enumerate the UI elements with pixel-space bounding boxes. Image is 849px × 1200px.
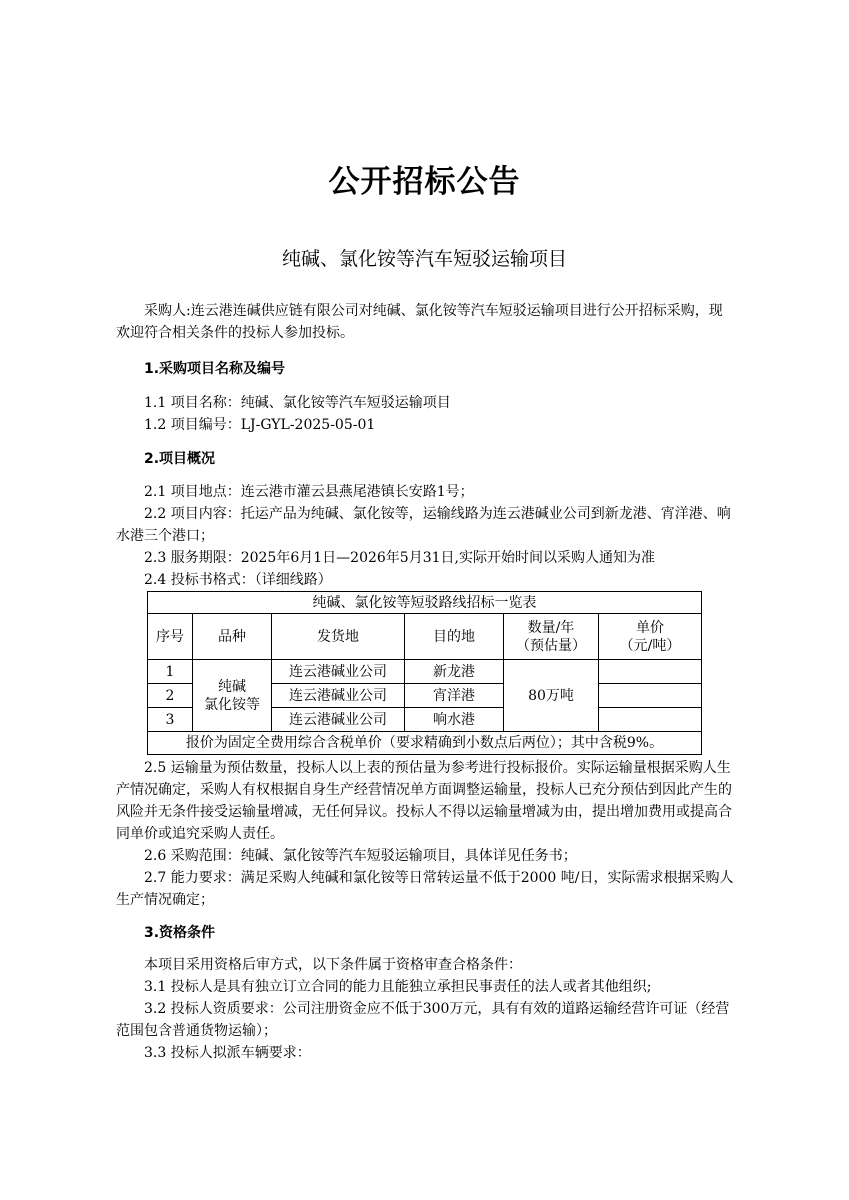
item-3-3: 3.3 投标人拟派车辆要求：	[144, 1045, 311, 1061]
table-caption: 纯碱、氯化铵等短驳路线招标一览表	[148, 592, 702, 614]
item-2-5: 2.5 运输量为预估数量，投标人以上表的预估量为参考进行投标报价。实际运输量根据采购人生产情况确定，采购人有权根据自身生产经营情况单方面调整运输量，投标人已充分预估到因此产生的风险并无条件接受运输量增减，无任何异议。投标人不得以运输量增减为由，提出增加费用或提高合同单价或追究采购人责任。	[116, 760, 732, 842]
product-line2: 氯化铵等	[204, 696, 260, 713]
product-line1: 纯碱	[218, 678, 246, 695]
item-2-1: 2.1 项目地点：连云港市灌云县燕尾港镇长安路1号；	[144, 484, 474, 500]
item-1-1: 1.1 项目名称：纯碱、氯化铵等汽车短驳运输项目	[144, 395, 451, 411]
row-origin: 连云港碱业公司	[272, 708, 405, 732]
row-no: 1	[148, 660, 193, 684]
row-no: 3	[148, 708, 193, 732]
intro-paragraph: 采购人:连云港连碱供应链有限公司对纯碱、氯化铵等汽车短驳运输项目进行公开招标采购，现欢迎符合相关条件的投标人参加投标。	[116, 303, 723, 341]
item-3-2: 3.2 投标人资质要求：公司注册资金应不低于300万元，具有有效的道路运输经营许可证（经营范围包含普通货物运输）；	[116, 1001, 730, 1039]
quantity-cell: 80万吨	[504, 660, 599, 732]
item-3-0: 本项目采用资格后审方式，以下条件属于资格审查合格条件：	[144, 957, 522, 973]
product-cell	[193, 660, 272, 732]
row-unit-price	[599, 660, 702, 684]
header-quantity-line2: （预估量）	[516, 637, 586, 654]
row-origin: 连云港碱业公司	[272, 660, 405, 684]
row-unit-price	[599, 684, 702, 708]
document-subtitle: 纯碱、氯化铵等汽车短驳运输项目	[281, 248, 567, 270]
item-1-2: 1.2 项目编号：LJ-GYL-2025-05-01	[144, 417, 376, 433]
row-destination: 新龙港	[405, 660, 504, 684]
table-row	[148, 660, 702, 684]
item-3-1: 3.1 投标人是具有独立订立合同的能力且能独立承担民事责任的法人或者其他组织;	[144, 979, 652, 995]
row-origin: 连云港碱业公司	[272, 684, 405, 708]
header-quantity-line1: 数量/年	[527, 619, 575, 636]
header-quantity	[504, 614, 599, 660]
table-note: 报价为固定全费用综合含税单价（要求精确到小数点后两位）；其中含税9%。	[148, 732, 702, 755]
route-bid-table	[147, 591, 702, 755]
row-no: 2	[148, 684, 193, 708]
section-2-heading: 2.项目概况	[144, 451, 216, 467]
header-price-line2: （元/吨）	[619, 637, 681, 654]
header-unit-price	[599, 614, 702, 660]
section-3-heading: 3.资格条件	[144, 925, 216, 941]
header-no: 序号	[148, 614, 193, 660]
item-2-3: 2.3 服务期限：2025年6月1日—2026年5月31日,实际开始时间以采购人通知为准	[144, 550, 655, 566]
header-price-line1: 单价	[636, 619, 664, 636]
header-destination: 目的地	[405, 614, 504, 660]
document-title: 公开招标公告	[328, 164, 521, 200]
item-2-7: 2.7 能力要求：满足采购人纯碱和氯化铵等日常转运量不低于2000 吨/日，实际需求根据采购人生产情况确定；	[116, 870, 734, 908]
item-2-6: 2.6 采购范围：纯碱、氯化铵等汽车短驳运输项目，具体详见任务书；	[144, 848, 577, 864]
row-unit-price	[599, 708, 702, 732]
item-2-4: 2.4 投标书格式：（详细线路）	[144, 572, 332, 588]
row-destination: 响水港	[405, 708, 504, 732]
section-1-heading: 1.采购项目名称及编号	[144, 361, 286, 377]
row-destination: 宵洋港	[405, 684, 504, 708]
header-product: 品种	[193, 614, 272, 660]
item-2-2: 2.2 项目内容：托运产品为纯碱、氯化铵等，运输线路为连云港碱业公司到新龙港、宵洋港、响水港三个港口；	[116, 506, 731, 544]
header-origin: 发货地	[272, 614, 405, 660]
